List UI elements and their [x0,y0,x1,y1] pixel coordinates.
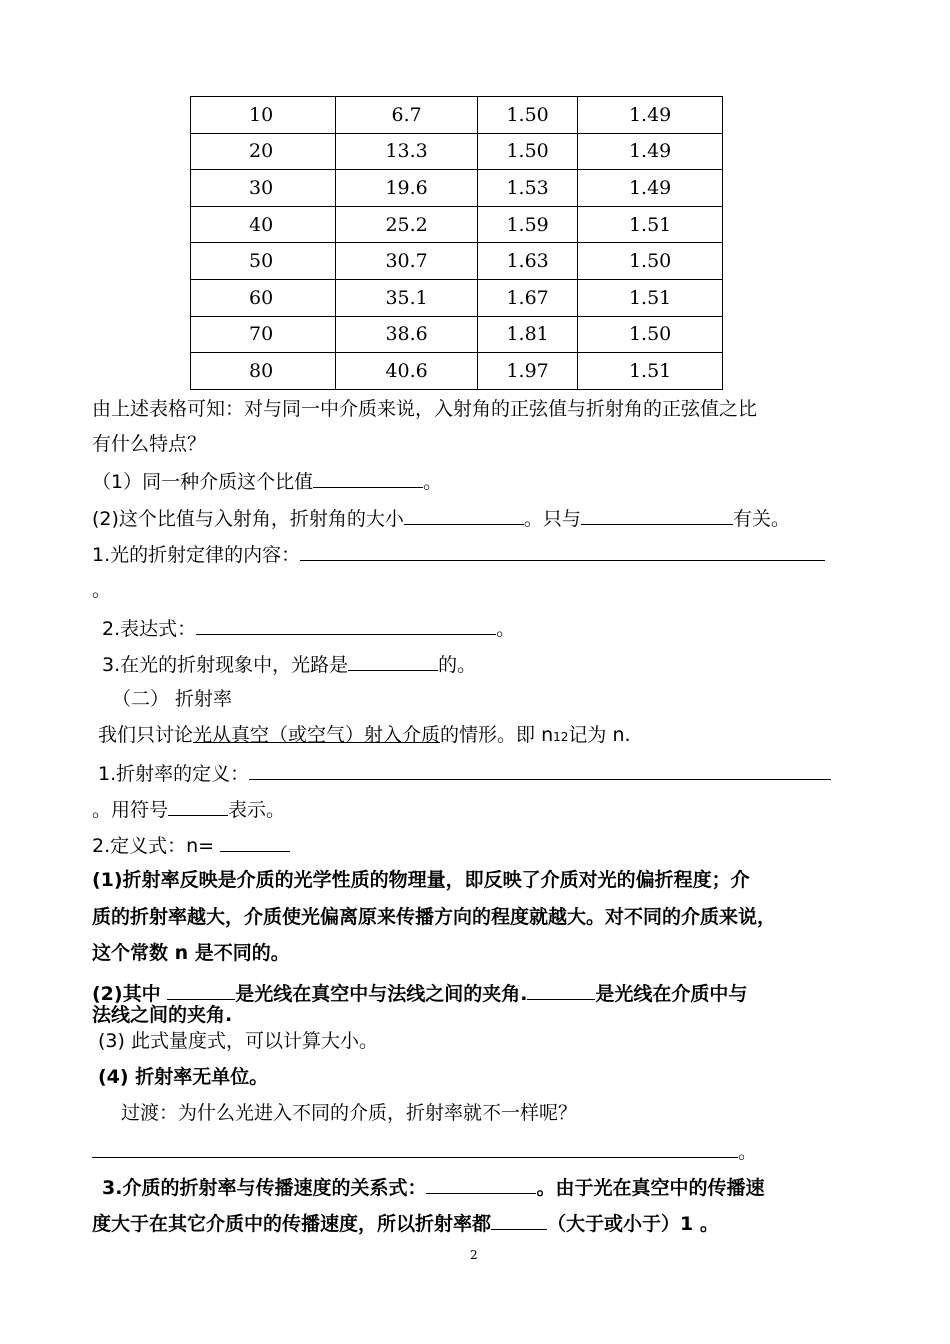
table-cell: 13.3 [336,133,478,170]
table-row [191,170,723,207]
discussion-line [98,723,631,749]
note-2-line-2: 法线之间的夹角. [92,1004,233,1026]
page-number: 2 [470,1248,478,1262]
table-cell: 40 [191,206,336,243]
transition-question: 过渡：为什么光进入不同的介质，折射率就不一样呢？ [121,1102,578,1124]
table-cell: 1.50 [477,97,577,134]
law-label: 1.光的折射定律的内容： [92,544,301,566]
law-end: 。 [92,579,112,601]
table-cell: 19.6 [336,170,478,207]
answer-blank[interactable] [527,980,595,1000]
answer-blank[interactable] [581,505,733,525]
relation-text: 3.介质的折射率与传播速度的关系式： [102,1177,427,1199]
expression-line [102,615,515,641]
answer-blank[interactable] [249,760,831,780]
table-cell: 1.97 [477,353,577,390]
expression-label: 2.表达式： [102,618,197,640]
note-2-text: (2)其中 [92,983,168,1005]
table-cell: 10 [191,97,336,134]
answer-blank[interactable] [300,541,825,561]
answer-blank[interactable] [348,651,438,671]
table-row [191,243,723,280]
table-row [191,279,723,316]
formula-label: 2.定义式：n= [92,835,221,857]
table-cell: 30.7 [336,243,478,280]
point-2-text: (2)这个比值与入射角，折射角的大小 [92,508,404,530]
refraction-data-table [190,96,723,390]
formula-line [92,832,290,858]
note-1-line-2: 质的折射率越大，介质使光偏离原来传播方向的程度就越大。对不同的介质来说， [92,906,777,928]
table-row [191,206,723,243]
discussion-text: 我们只讨论 [98,724,194,746]
table-row [191,353,723,390]
table-cell: 40.6 [336,353,478,390]
answer-blank[interactable] [168,796,228,816]
point-2-end: 有关。 [732,508,790,530]
table-cell: 1.81 [477,316,577,353]
table-cell: 1.63 [477,243,577,280]
section-heading-refractive-index: （二） 折射率 [112,688,233,710]
discussion-text-2: 的情形。即 n [440,724,554,746]
table-row [191,97,723,134]
table-cell: 1.49 [578,133,723,170]
table-cell: 30 [191,170,336,207]
table-cell: 1.67 [477,279,577,316]
table-cell: 1.53 [477,170,577,207]
table-cell: 1.51 [578,206,723,243]
table-cell: 1.59 [477,206,577,243]
note-1-line-1: (1)折射率反映是介质的光学性质的物理量，即反映了介质对光的偏折程度；介 [92,869,750,891]
note-4: (4) 折射率无单位。 [98,1066,269,1088]
note-1-line-3: 这个常数 n 是不同的。 [92,942,290,964]
light-path-text: 3.在光的折射现象中，光路是 [102,654,349,676]
relation-text-2: 。由于光在真空中的传播速 [536,1177,765,1199]
note-3: (3) 此式量度式，可以计算大小。 [98,1030,378,1052]
definition-line [98,760,831,786]
table-cell: 70 [191,316,336,353]
relation-text-4: （大于或小于）1 。 [547,1213,719,1235]
relation-line-1 [102,1174,764,1200]
light-path-end: 的。 [438,654,477,676]
point-1-text: （1）同一种介质这个比值 [92,471,314,493]
light-path-line [102,651,476,677]
discussion-text-3: 记为 n. [568,724,631,746]
point-2-mid: 。只与 [523,508,581,530]
table-cell: 1.50 [578,243,723,280]
discussion-underlined: 光从真空（或空气）射入介质 [193,724,441,746]
table-cell: 1.51 [578,353,723,390]
table-cell: 6.7 [336,97,478,134]
symbol-text: 。用符号 [92,799,169,821]
question-line-1: 由上述表格可知：对与同一中介质来说，入射角的正弦值与折射角的正弦值之比 [92,398,758,420]
table-cell: 1.50 [477,133,577,170]
answer-blank[interactable] [220,832,290,852]
law-line [92,541,825,567]
answer-blank[interactable] [92,1138,738,1158]
table-cell: 35.1 [336,279,478,316]
table-cell: 25.2 [336,206,478,243]
transition-end: 。 [738,1141,758,1163]
question-line-2: 有什么特点？ [92,433,207,455]
table-cell: 1.51 [578,279,723,316]
table-cell: 1.50 [578,316,723,353]
symbol-line [92,796,285,822]
answer-blank[interactable] [167,980,235,1000]
point-2 [92,505,790,531]
symbol-end: 表示。 [228,799,286,821]
expression-end: 。 [496,618,516,640]
table-cell: 80 [191,353,336,390]
point-1 [92,468,442,494]
note-2-text-2: 是光线在真空中与法线之间的夹角. [235,983,528,1005]
table-row [191,316,723,353]
table-cell: 20 [191,133,336,170]
table-cell: 1.49 [578,170,723,207]
table-cell: 50 [191,243,336,280]
answer-blank[interactable] [404,505,524,525]
table-cell: 1.49 [578,97,723,134]
definition-label: 1.折射率的定义： [98,763,250,785]
subscript-12: 12 [553,730,569,744]
transition-answer-line [92,1138,757,1164]
table-row [191,133,723,170]
answer-blank[interactable] [426,1174,536,1194]
answer-blank[interactable] [196,615,496,635]
answer-blank[interactable] [313,468,423,488]
relation-text-3: 度大于在其它介质中的传播速度，所以折射率都 [92,1213,492,1235]
point-1-end: 。 [423,471,443,493]
answer-blank[interactable] [491,1210,547,1230]
note-2-text-3: 是光线在介质中与 [595,983,748,1005]
relation-line-2 [92,1210,719,1236]
table-cell: 60 [191,279,336,316]
table-cell: 38.6 [336,316,478,353]
